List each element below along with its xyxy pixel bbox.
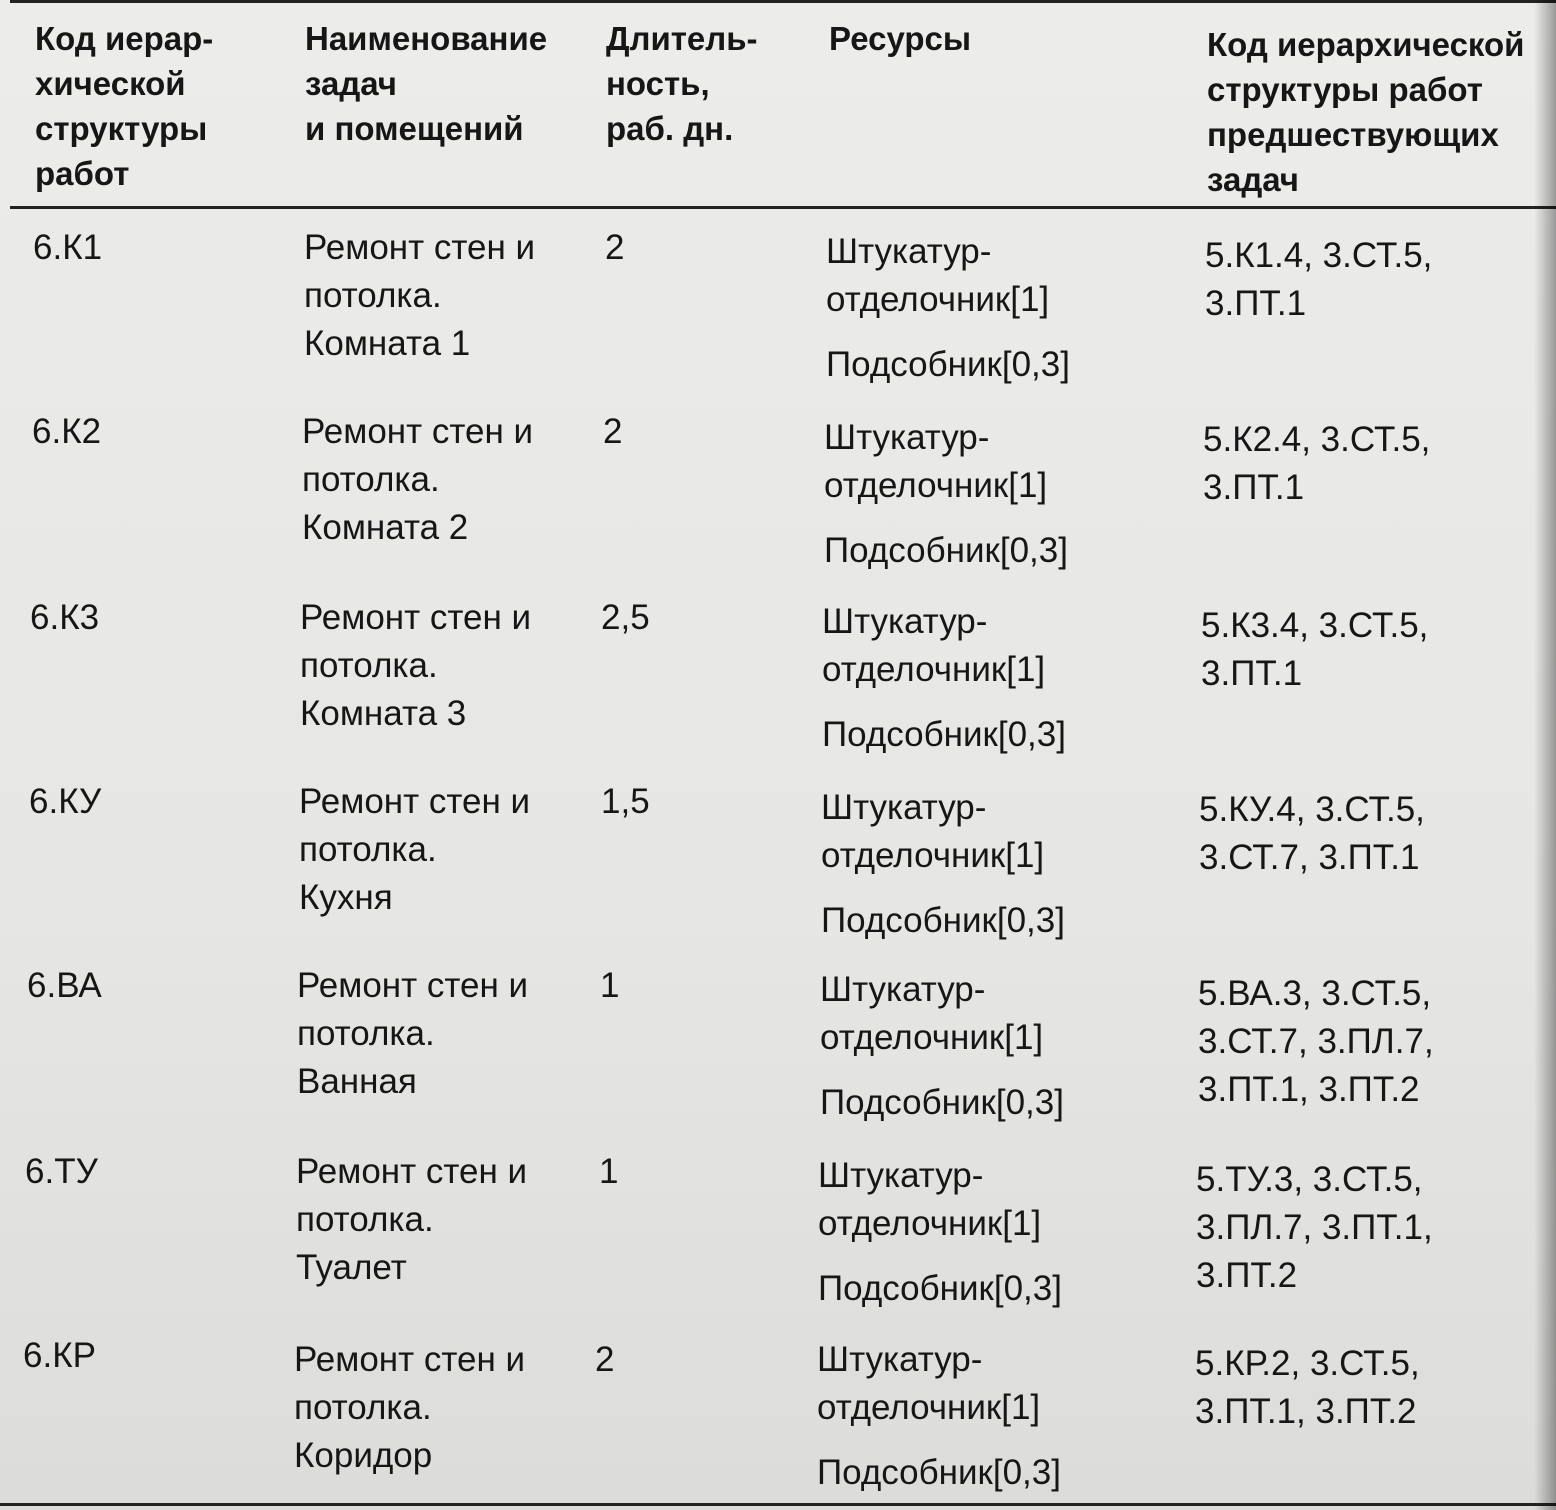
predecessor-line: 3.СТ.7, 3.ПТ.1: [1199, 838, 1420, 877]
row-code: 6.КР: [23, 1336, 96, 1375]
row-resources: [820, 966, 1064, 1127]
header-duration: [606, 16, 758, 151]
header-name-line: Наименование: [305, 20, 548, 57]
header-predecessors-line: предшествующих: [1207, 116, 1499, 153]
header-predecessors-line: задач: [1207, 161, 1299, 198]
table-top-rule: [10, 0, 1556, 3]
task-name-line: Ремонт стен и: [304, 228, 536, 267]
resource-line: Подсобник[0,3]: [822, 715, 1066, 754]
header-resources-line: Ресурсы: [829, 20, 972, 57]
predecessor-line: 3.ПТ.1: [1201, 654, 1303, 693]
task-name-line: потолка.: [294, 1388, 432, 1427]
resource-line: Подсобник[0,3]: [817, 1453, 1061, 1492]
resource-line: отделочник[1]: [821, 836, 1045, 875]
header-name-line: и помещений: [305, 110, 524, 147]
predecessor-line: 3.ПТ.1: [1205, 284, 1307, 323]
task-name-line: потолка.: [302, 460, 440, 499]
resource-line: Штукатур-: [826, 232, 992, 271]
predecessor-line: 5.К2.4, 3.СТ.5,: [1203, 420, 1431, 459]
predecessor-line: 5.К1.4, 3.СТ.5,: [1205, 236, 1433, 275]
resource-line: отделочник[1]: [817, 1388, 1041, 1427]
table-bottom-rule: [0, 1503, 1556, 1506]
predecessor-line: 3.ПТ.1, 3.ПТ.2: [1198, 1070, 1420, 1109]
resource-line: Штукатур-: [818, 1156, 984, 1195]
header-predecessors-line: Код иерархической: [1207, 26, 1525, 63]
header-code-line: Код иерар-: [35, 20, 214, 57]
predecessor-line: 3.СТ.7, 3.ПЛ.7,: [1198, 1022, 1434, 1061]
row-task-name: [297, 962, 528, 1106]
task-name-line: Комната 1: [304, 324, 471, 363]
row-duration: 2,5: [601, 598, 650, 637]
row-code: 6.К1: [33, 228, 103, 267]
row-code: 6.К2: [32, 412, 102, 451]
row-task-name: [300, 594, 531, 738]
row-predecessors: [1199, 786, 1425, 882]
page-edge-shadow: [1534, 0, 1556, 1510]
row-predecessors: [1205, 232, 1432, 328]
resource-line: Подсобник[0,3]: [821, 901, 1065, 940]
predecessor-line: 5.ТУ.3, 3.СТ.5,: [1196, 1160, 1423, 1199]
header-code-line: работ: [35, 155, 130, 192]
row-resources: [822, 598, 1066, 759]
row-code: 6.ТУ: [25, 1152, 98, 1191]
predecessor-line: 5.КР.2, 3.СТ.5,: [1195, 1344, 1420, 1383]
row-resources: [821, 784, 1065, 945]
task-name-line: Ремонт стен и: [294, 1340, 526, 1379]
predecessor-line: 3.ПЛ.7, 3.ПТ.1,: [1196, 1208, 1433, 1247]
resource-line: отделочник[1]: [826, 280, 1050, 319]
header-code-line: структуры: [35, 110, 208, 147]
task-name-line: Ремонт стен и: [296, 1152, 528, 1191]
row-predecessors: [1195, 1340, 1420, 1436]
header-duration-line: ность,: [606, 65, 710, 102]
header-divider: [10, 206, 1556, 209]
predecessor-line: 5.К3.4, 3.СТ.5,: [1201, 606, 1429, 645]
row-code: 6.ВА: [27, 966, 102, 1005]
predecessor-line: 3.ПТ.1, 3.ПТ.2: [1195, 1392, 1417, 1431]
row-predecessors: [1198, 970, 1434, 1114]
task-name-line: Комната 2: [302, 508, 469, 547]
resource-line: Штукатур-: [817, 1340, 983, 1379]
row-resources: [824, 414, 1068, 575]
resource-line: отделочник[1]: [818, 1204, 1042, 1243]
task-name-line: Ремонт стен и: [299, 782, 531, 821]
row-task-name: [299, 778, 530, 922]
header-duration-line: раб. дн.: [606, 110, 734, 147]
row-code: 6.К3: [30, 598, 100, 637]
task-name-line: потолка.: [296, 1200, 434, 1239]
row-predecessors: [1201, 602, 1428, 698]
row-predecessors: [1196, 1156, 1433, 1300]
task-name-line: потолка.: [297, 1014, 435, 1053]
task-name-line: Кухня: [299, 878, 393, 917]
task-name-line: потолка.: [304, 276, 442, 315]
task-name-line: Ванная: [297, 1062, 417, 1101]
resource-line: Штукатур-: [822, 602, 988, 641]
resource-line: Штукатур-: [824, 418, 990, 457]
predecessor-line: 3.ПТ.2: [1196, 1256, 1298, 1295]
predecessor-line: 5.КУ.4, 3.СТ.5,: [1199, 790, 1425, 829]
task-name-line: Комната 3: [300, 694, 467, 733]
resource-line: Подсобник[0,3]: [820, 1083, 1064, 1122]
resource-line: Подсобник[0,3]: [818, 1269, 1062, 1308]
predecessor-line: 3.ПТ.1: [1203, 468, 1305, 507]
row-code: 6.КУ: [29, 782, 102, 821]
resource-line: отделочник[1]: [824, 466, 1048, 505]
task-name-line: Ремонт стен и: [300, 598, 532, 637]
resource-line: Подсобник[0,3]: [826, 345, 1070, 384]
predecessor-line: 5.ВА.3, 3.СТ.5,: [1198, 974, 1432, 1013]
task-name-line: потолка.: [299, 830, 437, 869]
row-resources: [818, 1152, 1062, 1313]
task-name-line: Ремонт стен и: [302, 412, 534, 451]
task-name-line: Туалет: [296, 1248, 407, 1287]
header-name-line: задач: [305, 65, 397, 102]
task-name-line: потолка.: [300, 646, 438, 685]
resource-line: Штукатур-: [821, 788, 987, 827]
row-predecessors: [1203, 416, 1430, 512]
header-name: [305, 16, 547, 151]
row-task-name: [294, 1336, 525, 1480]
row-resources: [826, 228, 1070, 389]
row-duration: 1,5: [601, 782, 650, 821]
resource-line: Штукатур-: [820, 970, 986, 1009]
header-resources: [829, 16, 971, 61]
row-duration: 2: [603, 412, 623, 451]
row-duration: 2: [605, 228, 625, 267]
header-code-line: хической: [35, 65, 186, 102]
task-name-line: Коридор: [294, 1436, 433, 1475]
resource-line: отделочник[1]: [820, 1018, 1044, 1057]
header-duration-line: Длитель-: [606, 20, 758, 57]
header-predecessors-line: структуры работ: [1207, 71, 1483, 108]
resource-line: Подсобник[0,3]: [824, 531, 1068, 570]
row-task-name: [296, 1148, 527, 1292]
header-code: [35, 16, 213, 196]
row-duration: 1: [600, 966, 620, 1005]
row-duration: 1: [599, 1152, 619, 1191]
header-predecessors: [1207, 22, 1524, 202]
row-task-name: [302, 408, 533, 552]
row-resources: [817, 1336, 1061, 1497]
resource-line: отделочник[1]: [822, 650, 1046, 689]
row-duration: 2: [595, 1340, 615, 1379]
row-task-name: [304, 224, 535, 368]
task-name-line: Ремонт стен и: [297, 966, 529, 1005]
